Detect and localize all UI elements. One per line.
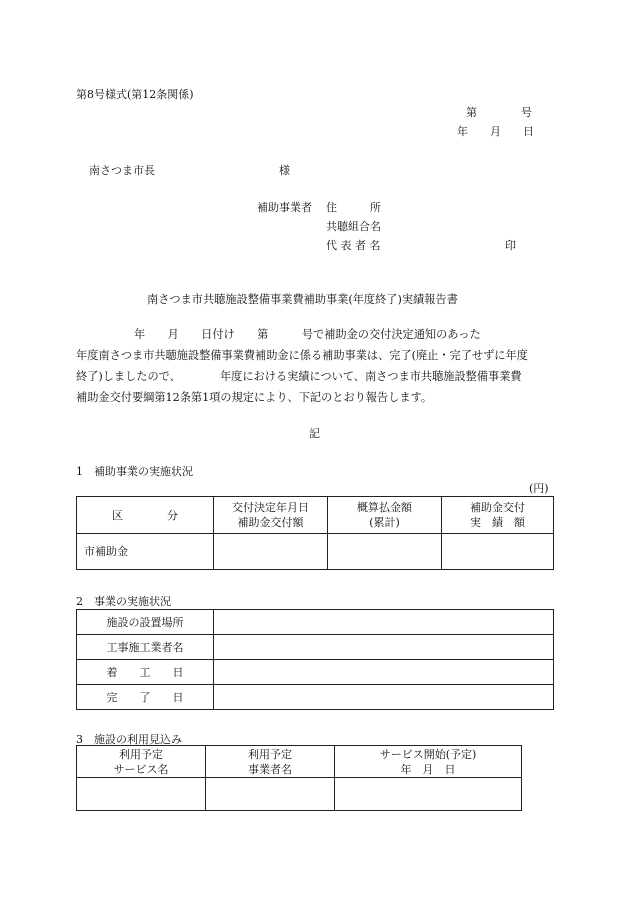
cell-contractor [214,635,554,660]
row-city-subsidy: 市補助金 [77,534,214,570]
body-paragraph [76,324,562,408]
cell-service-name [77,778,206,811]
row-contractor: 工事施工業者名 [77,635,214,660]
cell-advance-payment [328,534,442,570]
cell-service-start [335,778,522,811]
row-installation-site: 施設の設置場所 [77,610,214,635]
ki-marker: 記 [309,427,320,440]
applicant-role: 補助事業者 [257,201,312,214]
address-label: 住 所 [326,201,381,214]
seal-mark: 印 [505,239,516,252]
cell-actual-amount [442,534,554,570]
cell-operator-name [206,778,335,811]
form-id: 第8号様式(第12条関係) [76,88,194,101]
cell-completion-date [214,685,554,710]
cell-start-date [214,660,554,685]
unit-label: (円) [529,482,549,495]
section3-title: 3 施設の利用見込み [76,733,182,746]
association-label: 共聴組合名 [326,220,381,233]
status-table [76,609,554,710]
implementation-table [76,496,554,570]
header-actual-amount: 補助金交付 実 績 額 [442,497,554,534]
header-category: 区 分 [77,497,214,534]
header-operator-name: 利用予定 事業者名 [206,746,335,778]
section1-title: 1 補助事業の実施状況 [76,465,193,478]
body-line: 年度南さつま市共聴施設整備事業費補助金に係る補助事業は、完了(廃止・完了せずに年度 [76,349,528,362]
document-title: 南さつま市共聴施設整備事業費補助事業(年度終了)実績報告書 [147,293,458,306]
header-advance-payment: 概算払金額 (累計) [328,497,442,534]
usage-table [76,745,522,811]
addressee-name: 南さつま市長 [89,164,155,177]
cell-grant-decision [214,534,328,570]
cell-installation-site [214,610,554,635]
header-grant-decision: 交付決定年月日 補助金交付額 [214,497,328,534]
document-number: 第 号 [466,106,532,119]
row-start-date: 着 工 日 [77,660,214,685]
document-date: 年 月 日 [457,125,534,138]
body-line: 終了)しましたので、 年度における実績について、南さつま市共聴施設整備事業費 [76,370,522,383]
body-line: 補助金交付要綱第12条第1項の規定により、下記のとおり報告します。 [76,391,433,404]
body-line: 年 月 日付け 第 号で補助金の交付決定通知のあった [134,328,481,341]
header-service-start: サービス開始(予定) 年 月 日 [335,746,522,778]
header-service-name: 利用予定 サービス名 [77,746,206,778]
addressee-honorific: 様 [279,164,290,177]
row-completion-date: 完 了 日 [77,685,214,710]
representative-label: 代 表 者 名 [326,239,381,252]
section2-title: 2 事業の実施状況 [76,595,171,608]
